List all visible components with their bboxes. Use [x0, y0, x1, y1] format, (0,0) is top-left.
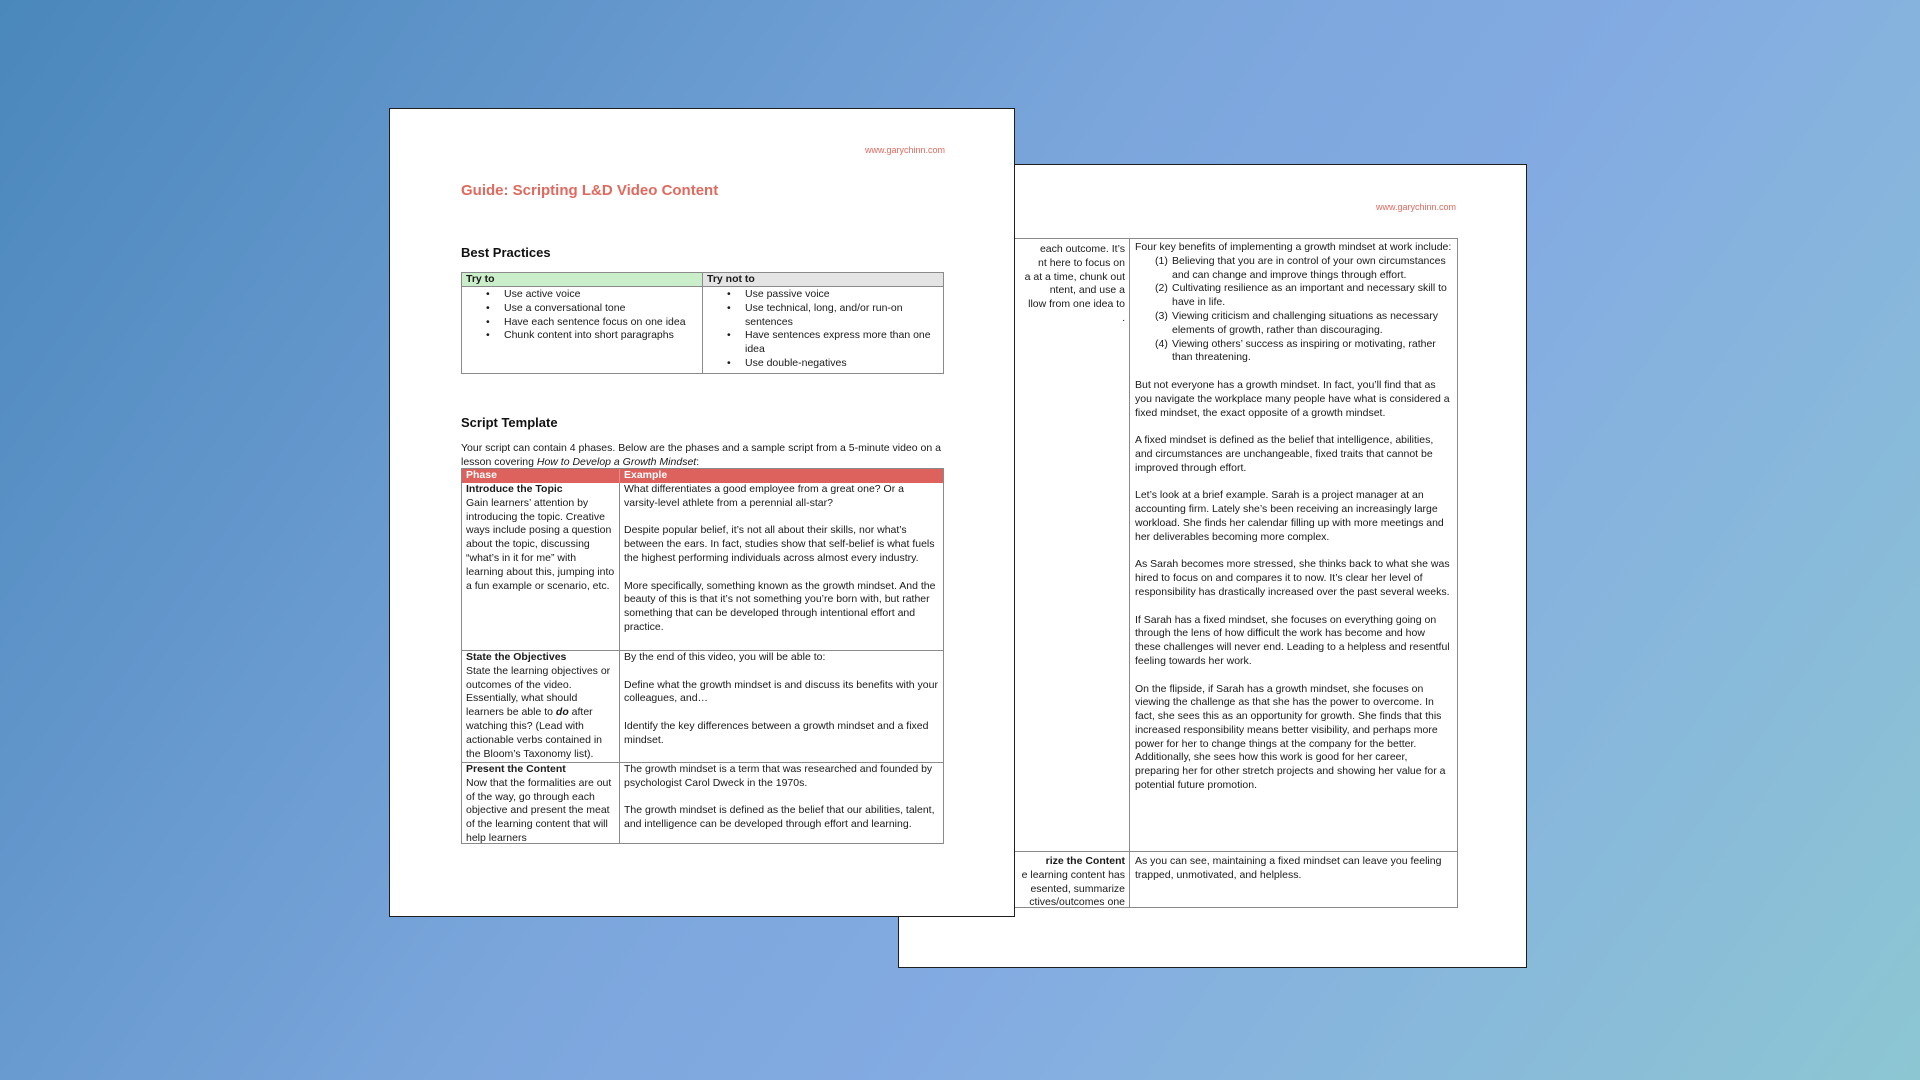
phase-cell [462, 651, 620, 762]
benefit-number: (2) [1155, 282, 1168, 295]
phase-desc-summarize: e learning content has esented, summarize ctives/outcomes one [1021, 868, 1125, 909]
list-item: • Use a conversational tone [462, 302, 702, 316]
intro-lesson-title: How to Develop a Growth Mindset [536, 455, 697, 468]
benefit-item [1135, 310, 1453, 338]
page-title: Guide: Scripting L&D Video Content [461, 182, 719, 199]
example-present-content-cont [1135, 241, 1453, 807]
example-paragraph: Despite popular belief, it’s not all about their skills, nor what’s between the ears. In fact, studies show that self-belief is what fuels the highest performing individuals across almost every industry. [624, 524, 935, 564]
site-url[interactable]: www.garychinn.com [1375, 202, 1456, 212]
example-paragraph: Define what the growth mindset is and discuss its benefits with your colleagues, and… [624, 678, 938, 705]
phase-desc [466, 665, 615, 762]
try-not-to-list [703, 288, 943, 371]
paragraph: On the flipside, if Sarah has a growth mindset, she focuses on viewing the challenge as that she has the power to overcome. In fact, she sees this as an opportunity for growth. She finds that this increased responsibility means better visibility, and perhaps more power for her to change things at the company for the better. Additionally, she sees how this work is good for her career, preparing her for other stretch projects and showing her value for a potential future promotion. [1135, 682, 1446, 792]
script-intro [461, 442, 946, 470]
list-item: • Use passive voice [703, 288, 943, 302]
list-item: • Have each sentence focus on one idea [462, 316, 702, 330]
best-practices-table [461, 272, 944, 374]
best-practices-body [462, 287, 943, 373]
intro-end: : [696, 455, 700, 468]
example-summarize: As you can see, maintaining a fixed mindset can leave you feeling trapped, unmotivated, and helpless. [1135, 855, 1442, 881]
intro-text: Your script can contain 4 phases. Below are the phases and a sample script from a 5-minute video on a lesson covering [461, 442, 941, 468]
phase-title-summarize: rize the Content [1045, 855, 1125, 867]
benefit-text: Cultivating resilience as an important and necessary skill to have in life. [1172, 282, 1447, 309]
site-url[interactable]: www.garychinn.com [864, 145, 945, 155]
benefit-number: (3) [1155, 309, 1168, 322]
benefit-text: Viewing others’ success as inspiring or motivating, rather than threatening. [1172, 337, 1436, 364]
example-paragraph: Identify the key differences between a growth mindset and a fixed mindset. [624, 719, 929, 746]
list-item: • Use active voice [462, 288, 702, 302]
best-practices-heading: Best Practices [461, 245, 551, 260]
phase-desc-part: State the learning objectives or outcomes of the video. Essentially, what should learners be able to [466, 664, 611, 719]
try-to-column [462, 287, 703, 373]
benefit-number: (1) [1155, 254, 1168, 267]
paragraph: As Sarah becomes more stressed, she thinks back to what she was hired to focus on and compares it to now. It’s clear her level of responsibility has drastically increased over the past several weeks. [1135, 558, 1450, 598]
table-row [462, 762, 943, 844]
example-paragraph: The growth mindset is a term that was researched and founded by psychologist Carol Dweck in the 1970s. [624, 763, 933, 789]
paragraph: Let’s look at a brief example. Sarah is a project manager at an accounting firm. Lately she’s been receiving an increasingly large workload. She finds her calendar filling up with more meetings and her deliverables becoming more complex. [1135, 489, 1444, 543]
list-item: • Have sentences express more than one idea [703, 329, 943, 357]
example-paragraph: What differentiates a good employee from a great one? Or a varsity-level athlete from a perennial all-star? [624, 483, 904, 509]
try-to-header: Try to [462, 273, 703, 286]
list-item: • Chunk content into short paragraphs [462, 329, 702, 343]
benefit-item [1135, 282, 1453, 310]
table-row [462, 483, 943, 650]
phase-desc: Gain learners’ attention by introducing the topic. Creative ways include posing a question about the topic, discussing “what’s in it for me” with learning about this, jumping into a fun example or scenario, etc. [466, 496, 615, 592]
example-paragraph: The growth mindset is defined as the belief that our abilities, talent, and intelligence can be developed through effort and learning. [624, 804, 935, 831]
benefit-text: Viewing criticism and challenging situations as necessary elements of growth, rather than discouraging. [1172, 309, 1438, 336]
benefits-intro: Four key benefits of implementing a growth mindset at work include: [1135, 241, 1452, 253]
column-divider [1129, 239, 1130, 907]
best-practices-header-row [462, 273, 943, 287]
phase-title: Introduce the Topic [466, 483, 563, 495]
phase-desc-part: after watching this? (Lead with actionable verbs contained in the Bloom’s Taxonomy list). [466, 706, 603, 760]
paragraph: A fixed mindset is defined as the belief that intelligence, abilities, and circumstances are unchangeable, fixed traits that cannot be improved through effort. [1135, 434, 1434, 474]
paragraph: If Sarah has a fixed mindset, she focuses on everything going on through the lens of how difficult the work has become and how these challenges will never end. Leading to a helpless and resentful feeling towards her work. [1135, 613, 1450, 667]
benefit-text: Believing that you are in control of your own circumstances and can change and improve things through effort. [1172, 254, 1446, 281]
script-template-heading: Script Template [461, 415, 558, 430]
list-item: • Use technical, long, and/or run-on sentences [703, 302, 943, 330]
phase-fragment-present: each outcome. It’s nt here to focus on a at a time, chunk out ntent, and use a llow from one idea to . [1024, 243, 1125, 324]
phase-desc: Now that the formalities are out of the way, go through each objective and present the meat of the learning content that will help learners [466, 776, 612, 844]
example-paragraph: By the end of this video, you will be able to: [624, 651, 826, 663]
example-paragraph: More specifically, something known as the growth mindset. And the beauty of this is that it’s not something you’re born with, but rather something that can be developed through intentional effort and practice. [624, 579, 936, 633]
phase-title: State the Objectives [466, 651, 567, 663]
table-row [462, 650, 943, 762]
phase-cell [462, 763, 620, 844]
example-cell [620, 763, 943, 844]
document-page-1 [389, 108, 1015, 917]
example-cell [620, 651, 943, 762]
try-not-to-column [703, 287, 943, 373]
list-item: • Use double-negatives [703, 357, 943, 371]
benefit-number: (4) [1155, 337, 1168, 350]
phase-header: Phase [462, 469, 620, 483]
benefit-item [1135, 255, 1453, 283]
phase-cell [462, 483, 620, 650]
example-cell [620, 483, 943, 650]
paragraph: But not everyone has a growth mindset. In fact, you’ll find that as you navigate the workplace many people have what is considered a fixed mindset, the exact opposite of a growth mindset. [1135, 378, 1450, 419]
phase-desc-emphasis: do [555, 706, 569, 719]
example-header: Example [624, 469, 668, 481]
try-to-list [462, 288, 702, 343]
benefit-item [1135, 338, 1453, 366]
try-not-to-header: Try not to [703, 273, 943, 286]
phase-title: Present the Content [466, 763, 566, 775]
benefits-list [1135, 255, 1453, 365]
script-table-header [462, 469, 943, 483]
script-template-table [461, 468, 944, 844]
